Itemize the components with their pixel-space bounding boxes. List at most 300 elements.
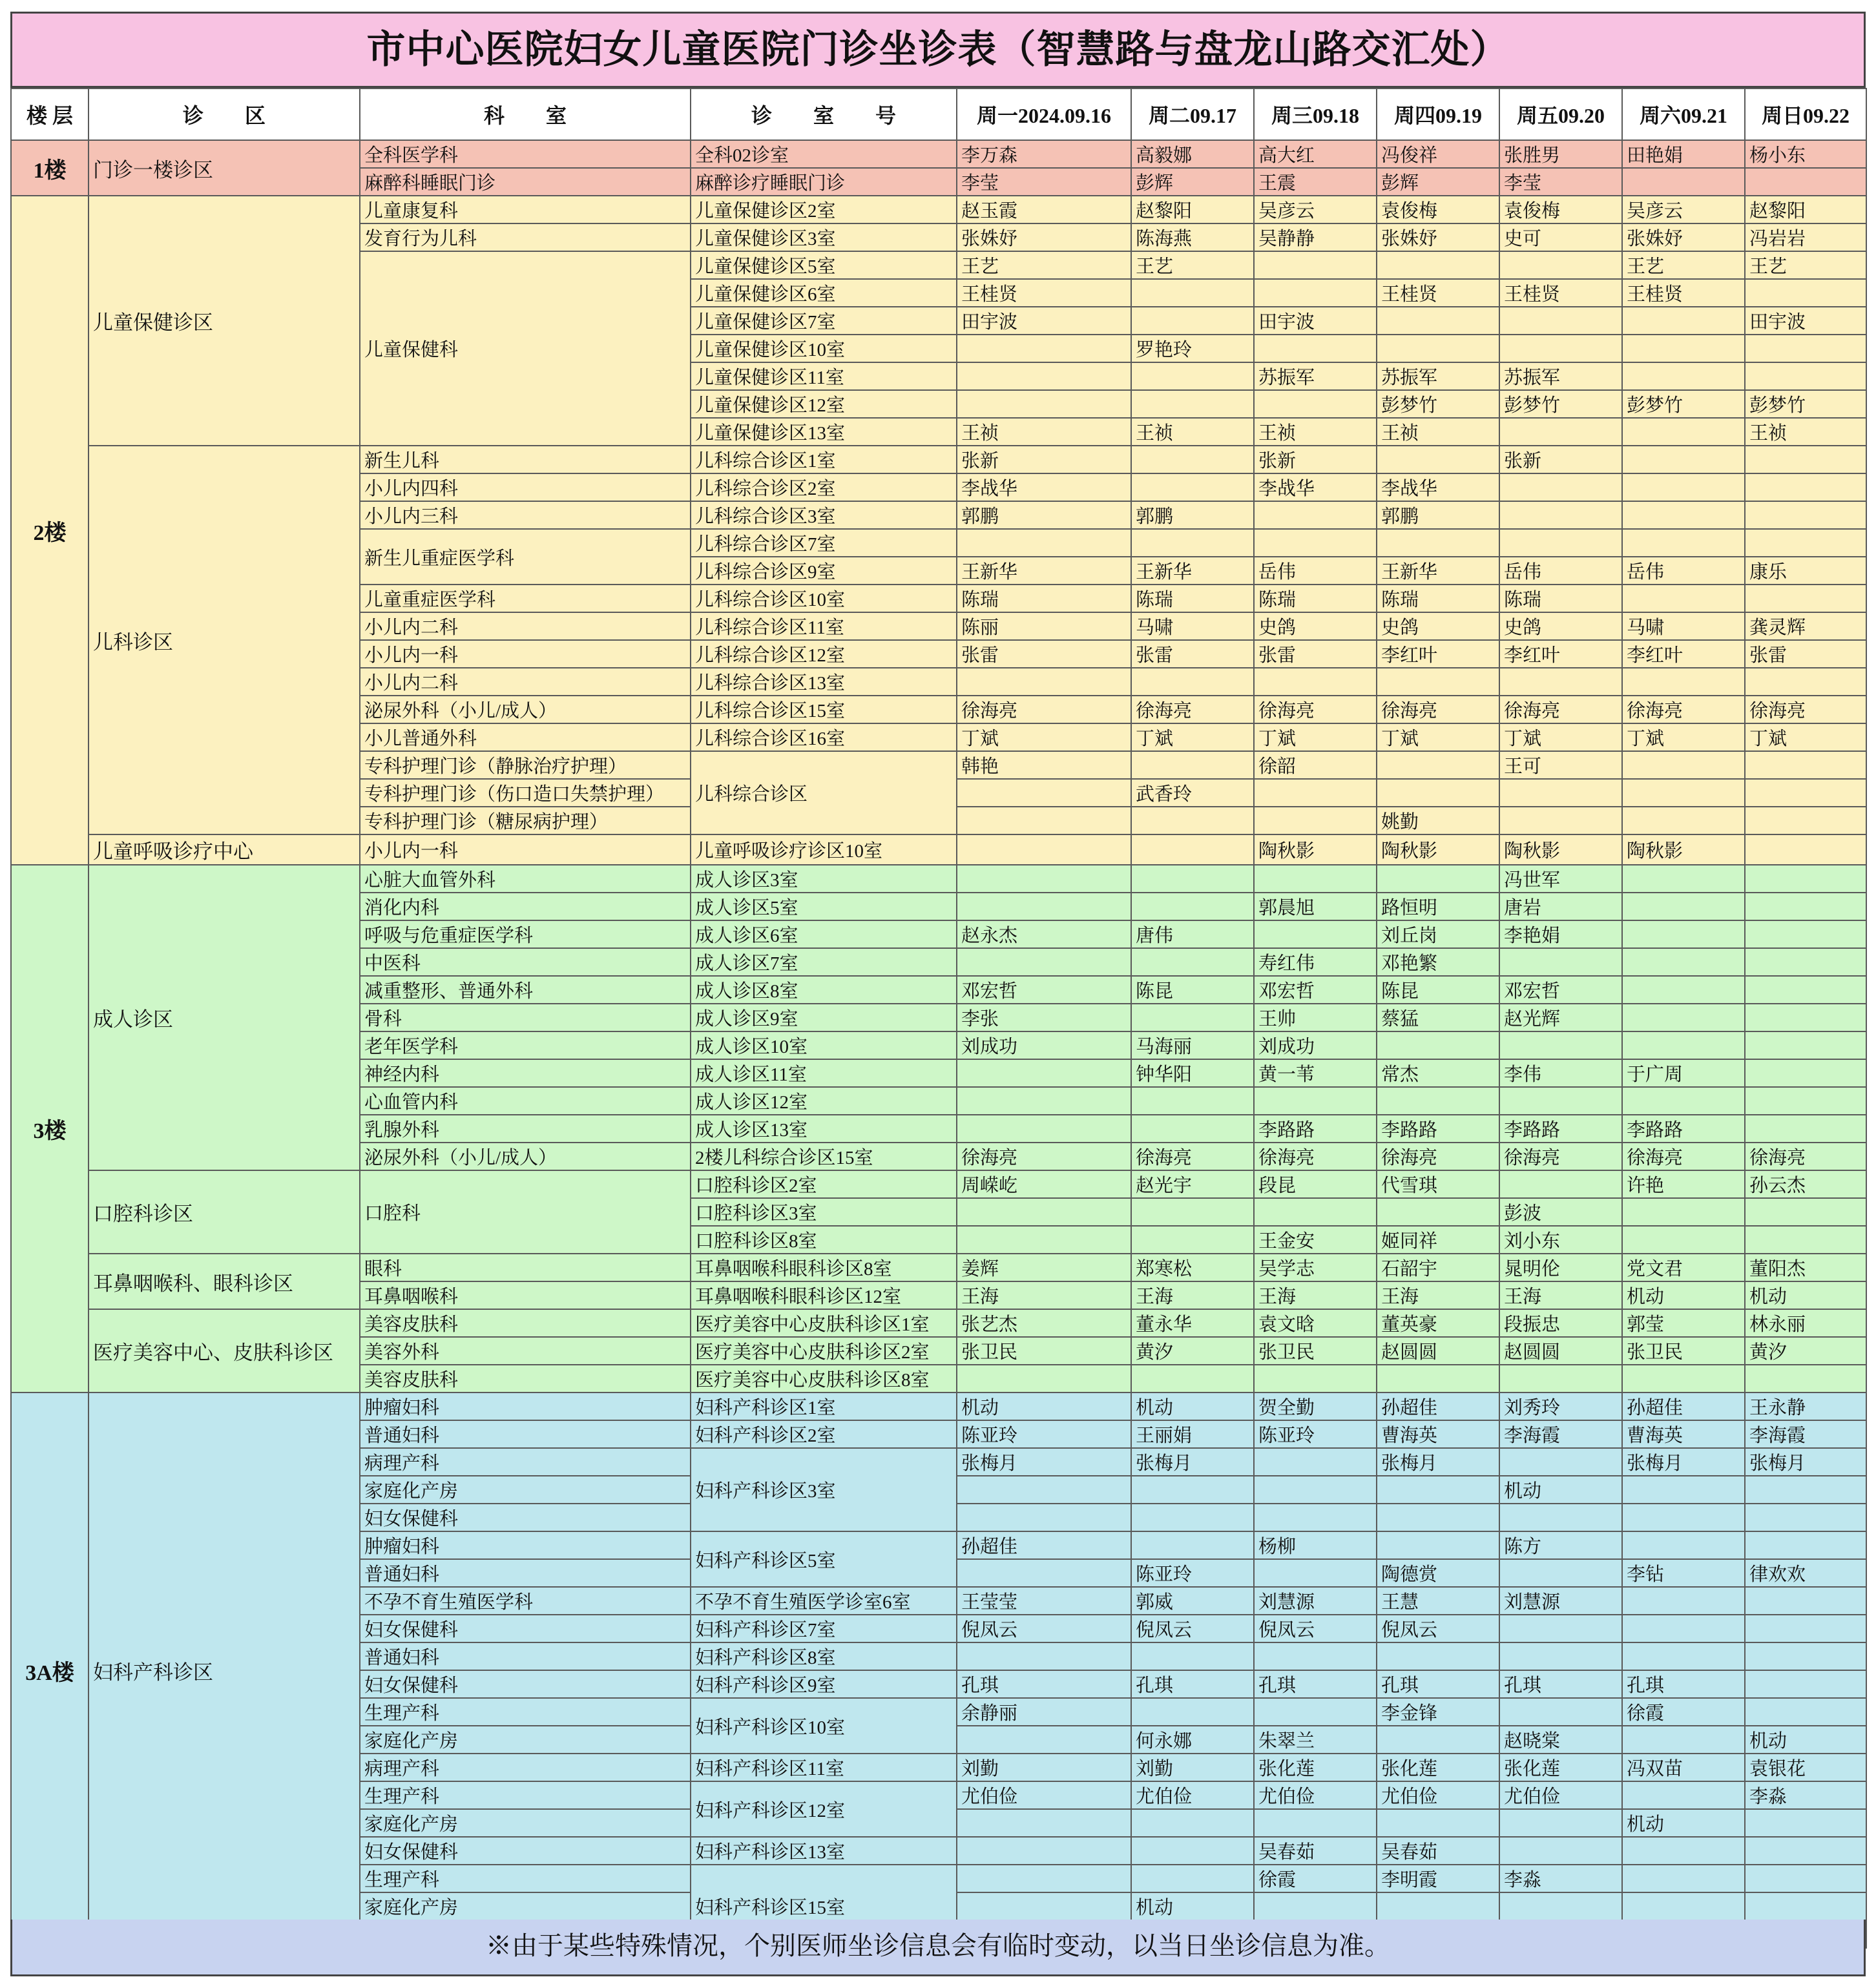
doctor-cell — [1499, 473, 1622, 501]
department-cell: 肿瘤妇科 — [360, 1531, 691, 1559]
doctor-cell: 许艳 — [1622, 1170, 1745, 1198]
department-cell: 家庭化产房 — [360, 1809, 691, 1837]
doctor-cell — [1745, 1031, 1866, 1059]
room-cell: 儿科综合诊区10室 — [691, 585, 957, 612]
doctor-cell: 王丽娟 — [1131, 1420, 1254, 1448]
doctor-cell: 李莹 — [1499, 168, 1622, 196]
doctor-cell: 王艺 — [1131, 251, 1254, 279]
doctor-cell — [1254, 1698, 1377, 1726]
floor-cell: 2楼 — [11, 196, 89, 865]
room-cell: 儿童保健诊区5室 — [691, 251, 957, 279]
room-cell: 口腔科诊区3室 — [691, 1198, 957, 1226]
doctor-cell — [1254, 1448, 1377, 1476]
doctor-cell: 王新华 — [1377, 557, 1499, 585]
department-cell: 呼吸与危重症医学科 — [360, 920, 691, 948]
doctor-cell: 冯双苗 — [1622, 1754, 1745, 1781]
doctor-cell: 马啸 — [1622, 612, 1745, 640]
notice-footer: ※由于某些特殊情况，个别医师坐诊信息会有临时变动，以当日坐诊信息为准。 — [10, 1920, 1866, 1976]
doctor-cell — [957, 362, 1131, 390]
doctor-cell: 陈瑞 — [1254, 585, 1377, 612]
department-cell: 家庭化产房 — [360, 1476, 691, 1504]
doctor-cell — [1622, 335, 1745, 362]
doctor-cell: 邓宏哲 — [957, 976, 1131, 1004]
table-row — [11, 1170, 1866, 1198]
doctor-cell: 李淼 — [1745, 1781, 1866, 1809]
doctor-cell: 岳伟 — [1622, 557, 1745, 585]
doctor-cell: 苏振军 — [1377, 362, 1499, 390]
doctor-cell: 徐霞 — [1254, 1865, 1377, 1892]
doctor-cell: 董阳杰 — [1745, 1254, 1866, 1281]
doctor-cell — [1622, 1226, 1745, 1254]
doctor-cell: 张梅月 — [1377, 1448, 1499, 1476]
doctor-cell: 苏振军 — [1499, 362, 1622, 390]
department-cell: 减重整形、普通外科 — [360, 976, 691, 1004]
doctor-cell: 机动 — [1499, 1476, 1622, 1504]
doctor-cell: 周嵘屹 — [957, 1170, 1131, 1198]
doctor-cell — [1745, 446, 1866, 473]
doctor-cell — [1745, 779, 1866, 807]
doctor-cell — [1377, 1504, 1499, 1531]
doctor-cell — [1745, 529, 1866, 557]
room-cell: 成人诊区10室 — [691, 1031, 957, 1059]
doctor-cell: 机动 — [957, 1393, 1131, 1420]
department-cell: 新生儿重症医学科 — [360, 529, 691, 585]
room-cell: 妇科产科诊区13室 — [691, 1837, 957, 1865]
doctor-cell: 彭波 — [1499, 1198, 1622, 1226]
department-cell: 小儿内三科 — [360, 501, 691, 529]
doctor-cell — [1131, 1365, 1254, 1393]
doctor-cell — [1131, 1865, 1254, 1892]
doctor-cell — [1745, 501, 1866, 529]
doctor-cell: 徐海亮 — [1622, 696, 1745, 723]
doctor-cell — [1254, 668, 1377, 696]
doctor-cell — [1622, 362, 1745, 390]
doctor-cell — [1622, 529, 1745, 557]
doctor-cell — [1745, 807, 1866, 834]
doctor-cell: 李路路 — [1499, 1115, 1622, 1143]
doctor-cell — [1745, 473, 1866, 501]
doctor-cell — [1499, 1448, 1622, 1476]
room-cell: 医疗美容中心皮肤科诊区1室 — [691, 1309, 957, 1337]
department-cell: 发育行为儿科 — [360, 223, 691, 251]
doctor-cell: 赵光宇 — [1131, 1170, 1254, 1198]
header-day: 周三09.18 — [1254, 88, 1377, 140]
doctor-cell: 彭梦竹 — [1377, 390, 1499, 418]
doctor-cell — [1622, 948, 1745, 976]
doctor-cell: 徐韶 — [1254, 751, 1377, 779]
department-cell: 美容皮肤科 — [360, 1309, 691, 1337]
doctor-cell — [1622, 501, 1745, 529]
doctor-cell: 孙云杰 — [1745, 1170, 1866, 1198]
doctor-cell: 张化莲 — [1499, 1754, 1622, 1781]
doctor-cell — [1622, 1476, 1745, 1504]
room-cell: 儿童保健诊区13室 — [691, 418, 957, 446]
floor-cell: 1楼 — [11, 140, 89, 196]
doctor-cell — [1745, 1087, 1866, 1115]
doctor-cell — [1131, 1809, 1254, 1837]
doctor-cell — [1254, 1198, 1377, 1226]
table-row — [11, 140, 1866, 168]
department-cell: 小儿内一科 — [360, 640, 691, 668]
doctor-cell: 郭莹 — [1622, 1309, 1745, 1337]
doctor-cell: 陈方 — [1499, 1531, 1622, 1559]
doctor-cell: 张新 — [1499, 446, 1622, 473]
doctor-cell: 李张 — [957, 1004, 1131, 1031]
doctor-cell: 陶秋影 — [1499, 834, 1622, 865]
doctor-cell: 冯岩岩 — [1745, 223, 1866, 251]
doctor-cell: 陈瑞 — [1377, 585, 1499, 612]
header-day: 周五09.20 — [1499, 88, 1622, 140]
doctor-cell — [1745, 1837, 1866, 1865]
doctor-cell: 吴学志 — [1254, 1254, 1377, 1281]
doctor-cell — [1745, 1531, 1866, 1559]
table-row — [11, 446, 1866, 473]
room-cell: 妇科产科诊区15室 — [691, 1865, 957, 1948]
doctor-cell: 彭辉 — [1377, 168, 1499, 196]
doctor-cell — [957, 1476, 1131, 1504]
department-cell: 不孕不育生殖医学科 — [360, 1587, 691, 1615]
doctor-cell — [1622, 1865, 1745, 1892]
doctor-cell: 丁斌 — [1377, 723, 1499, 751]
doctor-cell: 李战华 — [1254, 473, 1377, 501]
doctor-cell — [1131, 948, 1254, 976]
department-cell: 新生儿科 — [360, 446, 691, 473]
doctor-cell — [1622, 779, 1745, 807]
doctor-cell: 马海丽 — [1131, 1031, 1254, 1059]
doctor-cell: 袁文晗 — [1254, 1309, 1377, 1337]
doctor-cell — [1254, 1892, 1377, 1920]
doctor-cell: 岳伟 — [1254, 557, 1377, 585]
doctor-cell: 陶秋影 — [1622, 834, 1745, 865]
doctor-cell: 董英豪 — [1377, 1309, 1499, 1337]
doctor-cell — [1745, 585, 1866, 612]
doctor-cell — [1622, 1837, 1745, 1865]
doctor-cell: 孔琪 — [957, 1670, 1131, 1698]
doctor-cell: 郭威 — [1131, 1587, 1254, 1615]
doctor-cell: 邓艳繁 — [1377, 948, 1499, 976]
doctor-cell: 高大红 — [1254, 140, 1377, 168]
area-cell: 儿童呼吸诊疗中心 — [89, 834, 360, 865]
doctor-cell: 徐海亮 — [1254, 1143, 1377, 1170]
department-cell: 儿童保健科 — [360, 251, 691, 446]
room-cell: 妇科产科诊区7室 — [691, 1615, 957, 1642]
doctor-cell: 张化莲 — [1377, 1754, 1499, 1781]
doctor-cell: 王祯 — [957, 418, 1131, 446]
doctor-cell: 孔琪 — [1131, 1670, 1254, 1698]
room-cell: 妇科产科诊区9室 — [691, 1670, 957, 1698]
doctor-cell: 何永娜 — [1131, 1726, 1254, 1754]
doctor-cell: 王祯 — [1254, 418, 1377, 446]
header-department: 科 室 — [360, 88, 691, 140]
doctor-cell: 钟华阳 — [1131, 1059, 1254, 1087]
doctor-cell — [1745, 1865, 1866, 1892]
doctor-cell — [1377, 1031, 1499, 1059]
doctor-cell: 张姝妤 — [1377, 223, 1499, 251]
doctor-cell: 张新 — [957, 446, 1131, 473]
doctor-cell: 王海 — [1131, 1281, 1254, 1309]
doctor-cell — [1745, 362, 1866, 390]
doctor-cell: 康乐 — [1745, 557, 1866, 585]
doctor-cell: 张化莲 — [1254, 1754, 1377, 1781]
department-cell: 泌尿外科（小儿/成人） — [360, 1143, 691, 1170]
doctor-cell: 徐海亮 — [1745, 696, 1866, 723]
doctor-cell: 彭辉 — [1131, 168, 1254, 196]
doctor-cell — [1745, 893, 1866, 920]
doctor-cell: 王永静 — [1745, 1393, 1866, 1420]
doctor-cell — [1622, 865, 1745, 893]
doctor-cell: 刘丘岗 — [1377, 920, 1499, 948]
doctor-cell: 路恒明 — [1377, 893, 1499, 920]
doctor-cell: 孔琪 — [1254, 1670, 1377, 1698]
room-cell: 儿童保健诊区12室 — [691, 390, 957, 418]
doctor-cell: 李战华 — [1377, 473, 1499, 501]
header-room: 诊 室 号 — [691, 88, 957, 140]
doctor-cell — [1499, 668, 1622, 696]
doctor-cell — [1254, 865, 1377, 893]
area-cell: 成人诊区 — [89, 865, 360, 1170]
doctor-cell — [1131, 529, 1254, 557]
room-cell: 儿科综合诊区2室 — [691, 473, 957, 501]
doctor-cell — [1377, 1365, 1499, 1393]
doctor-cell — [1131, 668, 1254, 696]
doctor-cell: 吴彦云 — [1254, 196, 1377, 223]
doctor-cell — [1745, 948, 1866, 976]
doctor-cell — [1745, 751, 1866, 779]
doctor-cell — [1622, 1587, 1745, 1615]
doctor-cell — [1377, 251, 1499, 279]
doctor-cell: 尤伯俭 — [1254, 1781, 1377, 1809]
department-cell: 小儿内一科 — [360, 834, 691, 865]
doctor-cell — [957, 1198, 1131, 1226]
header-day: 周日09.22 — [1745, 88, 1866, 140]
doctor-cell: 王震 — [1254, 168, 1377, 196]
doctor-cell: 陈瑞 — [1499, 585, 1622, 612]
doctor-cell — [957, 834, 1131, 865]
room-cell: 耳鼻咽喉科眼科诊区8室 — [691, 1254, 957, 1281]
doctor-cell: 贺全勤 — [1254, 1393, 1377, 1420]
room-cell: 成人诊区3室 — [691, 865, 957, 893]
doctor-cell: 赵光辉 — [1499, 1004, 1622, 1031]
room-cell: 儿童呼吸诊疗诊区10室 — [691, 834, 957, 865]
doctor-cell: 尤伯俭 — [1499, 1781, 1622, 1809]
doctor-cell: 杨小东 — [1745, 140, 1866, 168]
room-cell: 医疗美容中心皮肤科诊区2室 — [691, 1337, 957, 1365]
doctor-cell — [1622, 1726, 1745, 1754]
doctor-cell: 段振忠 — [1499, 1309, 1622, 1337]
doctor-cell: 赵圆圆 — [1377, 1337, 1499, 1365]
doctor-cell: 史鸽 — [1499, 612, 1622, 640]
doctor-cell: 朱翠兰 — [1254, 1726, 1377, 1754]
department-cell: 普通妇科 — [360, 1420, 691, 1448]
doctor-cell: 史鸽 — [1377, 612, 1499, 640]
doctor-cell — [1254, 1365, 1377, 1393]
doctor-cell: 王艺 — [1745, 251, 1866, 279]
table-row — [11, 1309, 1866, 1337]
doctor-cell — [1745, 1615, 1866, 1642]
doctor-cell — [1622, 446, 1745, 473]
doctor-cell: 李艳娟 — [1499, 920, 1622, 948]
doctor-cell — [1254, 501, 1377, 529]
doctor-cell: 陈海燕 — [1131, 223, 1254, 251]
doctor-cell: 陶秋影 — [1377, 834, 1499, 865]
doctor-cell — [1622, 807, 1745, 834]
doctor-cell — [1622, 751, 1745, 779]
room-cell: 成人诊区8室 — [691, 976, 957, 1004]
doctor-cell: 晁明伦 — [1499, 1254, 1622, 1281]
doctor-cell — [1745, 1004, 1866, 1031]
doctor-cell — [1745, 1698, 1866, 1726]
doctor-cell: 高毅娜 — [1131, 140, 1254, 168]
room-cell: 成人诊区12室 — [691, 1087, 957, 1115]
department-cell: 专科护理门诊（静脉治疗护理） — [360, 751, 691, 779]
doctor-cell — [1499, 1837, 1622, 1865]
doctor-cell: 王祯 — [1131, 418, 1254, 446]
header-row — [11, 88, 1866, 140]
department-cell: 骨科 — [360, 1004, 691, 1031]
doctor-cell — [1131, 1642, 1254, 1670]
doctor-cell — [1377, 1198, 1499, 1226]
doctor-cell: 赵黎阳 — [1745, 196, 1866, 223]
room-cell: 儿科综合诊区16室 — [691, 723, 957, 751]
doctor-cell: 张梅月 — [1622, 1448, 1745, 1476]
doctor-cell: 李淼 — [1499, 1865, 1622, 1892]
doctor-cell: 王桂贤 — [1622, 279, 1745, 307]
schedule-body — [11, 88, 1866, 1948]
doctor-cell — [1622, 1004, 1745, 1031]
doctor-cell — [1377, 335, 1499, 362]
department-cell: 专科护理门诊（伤口造口失禁护理） — [360, 779, 691, 807]
doctor-cell: 陶秋影 — [1254, 834, 1377, 865]
area-cell: 妇科产科诊区 — [89, 1393, 360, 1948]
doctor-cell — [957, 948, 1131, 976]
doctor-cell: 孔琪 — [1622, 1670, 1745, 1698]
doctor-cell: 李钻 — [1622, 1559, 1745, 1587]
doctor-cell: 代雪琪 — [1377, 1170, 1499, 1198]
floor-cell: 3楼 — [11, 865, 89, 1393]
doctor-cell: 李万森 — [957, 140, 1131, 168]
room-cell: 成人诊区5室 — [691, 893, 957, 920]
doctor-cell: 律欢欢 — [1745, 1559, 1866, 1587]
doctor-cell: 徐海亮 — [1377, 696, 1499, 723]
doctor-cell — [1254, 920, 1377, 948]
doctor-cell — [1131, 1531, 1254, 1559]
doctor-cell — [957, 335, 1131, 362]
doctor-cell — [1131, 751, 1254, 779]
department-cell: 普通妇科 — [360, 1559, 691, 1587]
doctor-cell: 韩艳 — [957, 751, 1131, 779]
doctor-cell — [957, 865, 1131, 893]
doctor-cell — [1254, 390, 1377, 418]
doctor-cell: 张梅月 — [1131, 1448, 1254, 1476]
doctor-cell: 郭晨旭 — [1254, 893, 1377, 920]
doctor-cell — [1499, 418, 1622, 446]
department-cell: 生理产科 — [360, 1781, 691, 1809]
department-cell: 病理产科 — [360, 1754, 691, 1781]
room-cell: 妇科产科诊区5室 — [691, 1531, 957, 1587]
doctor-cell — [1254, 1809, 1377, 1837]
doctor-cell — [1622, 1531, 1745, 1559]
doctor-cell: 刘秀玲 — [1499, 1393, 1622, 1420]
doctor-cell: 丁斌 — [1254, 723, 1377, 751]
doctor-cell — [1622, 893, 1745, 920]
doctor-cell: 王海 — [1254, 1281, 1377, 1309]
room-cell: 儿科综合诊区1室 — [691, 446, 957, 473]
doctor-cell — [1377, 779, 1499, 807]
doctor-cell: 袁俊梅 — [1377, 196, 1499, 223]
doctor-cell: 刘成功 — [957, 1031, 1131, 1059]
doctor-cell — [1131, 1004, 1254, 1031]
department-cell: 美容皮肤科 — [360, 1365, 691, 1393]
doctor-cell: 姬同祥 — [1377, 1226, 1499, 1254]
doctor-cell: 徐海亮 — [1131, 696, 1254, 723]
doctor-cell: 吴春茹 — [1254, 1837, 1377, 1865]
doctor-cell — [957, 1226, 1131, 1254]
doctor-cell: 郑寒松 — [1131, 1254, 1254, 1281]
doctor-cell: 李海霞 — [1745, 1420, 1866, 1448]
doctor-cell: 田宇波 — [1745, 307, 1866, 335]
doctor-cell: 吴春茹 — [1377, 1837, 1499, 1865]
doctor-cell: 王金安 — [1254, 1226, 1377, 1254]
doctor-cell: 王桂贤 — [1377, 279, 1499, 307]
doctor-cell — [1745, 920, 1866, 948]
doctor-cell: 李战华 — [957, 473, 1131, 501]
doctor-cell — [1377, 1531, 1499, 1559]
doctor-cell: 龚灵辉 — [1745, 612, 1866, 640]
header-day: 周六09.21 — [1622, 88, 1745, 140]
doctor-cell — [1745, 168, 1866, 196]
doctor-cell — [1377, 865, 1499, 893]
doctor-cell: 党文君 — [1622, 1254, 1745, 1281]
room-cell: 儿童保健诊区6室 — [691, 279, 957, 307]
doctor-cell: 赵圆圆 — [1499, 1337, 1622, 1365]
doctor-cell — [1254, 529, 1377, 557]
doctor-cell: 尤伯俭 — [957, 1781, 1131, 1809]
doctor-cell — [1254, 779, 1377, 807]
department-cell: 小儿普通外科 — [360, 723, 691, 751]
doctor-cell: 李金锋 — [1377, 1698, 1499, 1726]
doctor-cell: 张艺杰 — [957, 1309, 1131, 1337]
department-cell: 家庭化产房 — [360, 1726, 691, 1754]
doctor-cell — [1622, 1198, 1745, 1226]
room-cell: 儿科综合诊区7室 — [691, 529, 957, 557]
doctor-cell: 陈瑞 — [1131, 585, 1254, 612]
doctor-cell — [1745, 1642, 1866, 1670]
doctor-cell: 刘成功 — [1254, 1031, 1377, 1059]
doctor-cell — [1745, 1198, 1866, 1226]
area-cell: 口腔科诊区 — [89, 1170, 360, 1254]
room-cell: 妇科产科诊区1室 — [691, 1393, 957, 1420]
room-cell: 儿科综合诊区12室 — [691, 640, 957, 668]
doctor-cell: 段昆 — [1254, 1170, 1377, 1198]
department-cell: 家庭化产房 — [360, 1892, 691, 1920]
doctor-cell: 岳伟 — [1499, 557, 1622, 585]
doctor-cell: 李伟 — [1499, 1059, 1622, 1087]
room-cell: 儿童保健诊区11室 — [691, 362, 957, 390]
department-cell: 专科护理门诊（糖尿病护理） — [360, 807, 691, 834]
room-cell: 儿童保健诊区2室 — [691, 196, 957, 223]
doctor-cell: 孔琪 — [1377, 1670, 1499, 1698]
doctor-cell: 王祯 — [1377, 418, 1499, 446]
doctor-cell — [1622, 473, 1745, 501]
doctor-cell — [1622, 1504, 1745, 1531]
room-cell: 儿科综合诊区9室 — [691, 557, 957, 585]
room-cell: 耳鼻咽喉科眼科诊区12室 — [691, 1281, 957, 1309]
department-cell: 肿瘤妇科 — [360, 1393, 691, 1420]
doctor-cell: 王海 — [1377, 1281, 1499, 1309]
doctor-cell — [1499, 1892, 1622, 1920]
area-cell: 儿童保健诊区 — [89, 196, 360, 446]
doctor-cell — [957, 1892, 1131, 1920]
